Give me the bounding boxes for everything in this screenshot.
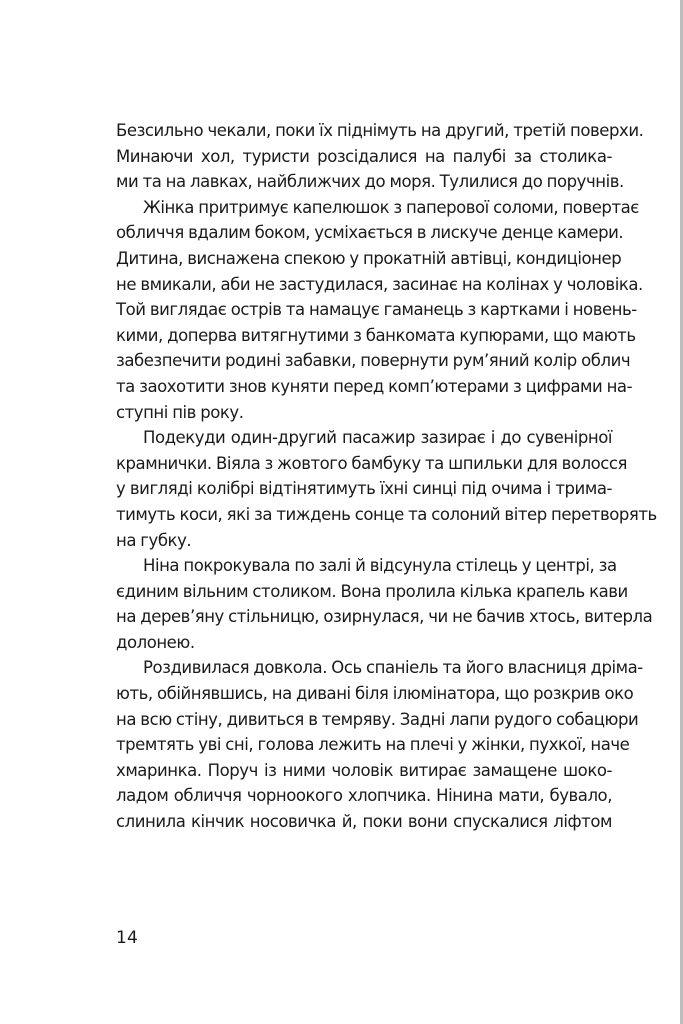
text-line: на всю стіну, дивиться в темряву. Задні лапи рудого собацюри <box>116 709 639 729</box>
text-line: Подекуди один-другий пасажир зазирає і до сувенірної <box>143 428 612 448</box>
text-line: Ніна покрокувала по залі й відсунула стілець у центрі, за <box>143 556 617 576</box>
text-line: обличчя вдалим боком, усміхається в лискуче денце камери. <box>116 223 624 243</box>
text-line: хмаринка. Поруч із ними чоловік витирає замащене шоко- <box>116 760 612 780</box>
text-line: слинила кінчик носовичка й, поки вони спускалися ліфтом <box>116 812 612 832</box>
text-line: забезпечити родині забавки, повернути рум’яний колір облич <box>116 351 631 371</box>
text-line: тимуть коси, які за тиждень сонце та солоний вітер перетворять <box>116 504 657 524</box>
text-line: Той виглядає острів та намацує гаманець з картками і новень- <box>116 300 637 320</box>
text-line: єдиним вільним столиком. Вона пролила кілька крапель кави <box>116 581 628 601</box>
text-line: ладом обличчя чорноокого хлопчика. Нінина мати, бувало, <box>116 786 612 806</box>
text-line: Жінка притримує капелюшок з паперової соломи, повертає <box>143 197 639 217</box>
text-line: кими, доперва витягнутими з банкомата купюрами, що мають <box>116 325 636 345</box>
text-line: Безсильно чекали, поки їх піднімуть на другий, третій поверхи. <box>116 121 644 140</box>
text-line: не вмикали, аби не застудилася, засинає на колінах у чоловіка. <box>116 274 643 294</box>
page-number: 14 <box>116 928 139 948</box>
text-line: Дитина, виснажена спекою у прокатній автівці, кондиціонер <box>116 248 622 268</box>
text-line: долонею. <box>116 632 195 652</box>
text-line: Минаючи хол, туристи розсідалися на палубі за столика- <box>116 146 612 166</box>
text-line: на губку. <box>116 530 192 550</box>
text-line: крамнички. Віяла з жовтого бамбуку та шпильки для волосся <box>116 453 628 473</box>
text-line: ступні пів року. <box>116 402 244 422</box>
body-text <box>116 118 657 835</box>
text-line: ми та на лавках, найближчих до моря. Тулилися до поручнів. <box>116 172 624 192</box>
text-line: тремтять уві сні, голова лежить на плечі у жінки, пухкої, наче <box>116 735 630 755</box>
text-line: на дерев’яну стільницю, озирнулася, чи не бачив хтось, витерла <box>116 607 653 627</box>
text-line: Роздивилася довкола. Ось спаніель та його власниця дріма- <box>143 658 643 678</box>
text-line: та заохотити знов куняти перед комп’ютерами з цифрами на- <box>116 376 633 396</box>
text-line: ють, обійнявшись, на дивані біля ілюмінатора, що розкрив око <box>116 684 634 704</box>
text-line: у вигляді колібрі відтінятимуть їхні синці під очима і трима- <box>116 479 612 499</box>
